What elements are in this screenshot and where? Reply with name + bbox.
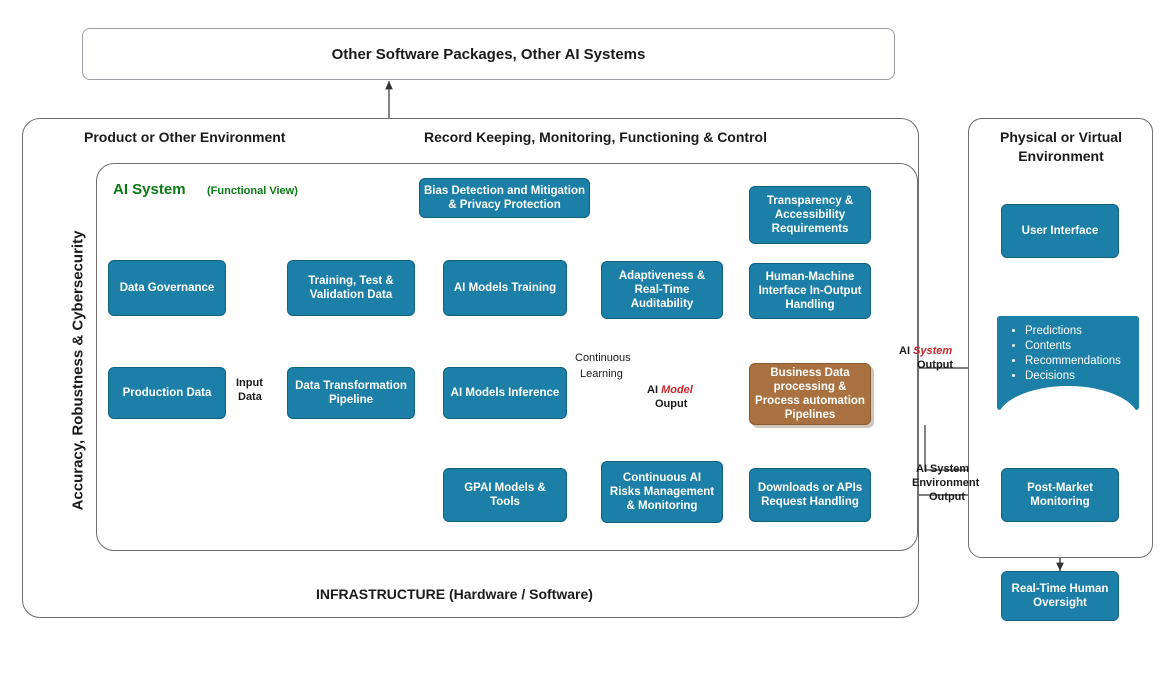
edge-label-input-data-line2: Data <box>238 391 262 403</box>
node-post-market-monitoring[interactable]: Post-Market Monitoring <box>1001 468 1119 522</box>
edge-label-ai-env-output-line2: Environment <box>912 477 980 489</box>
ai-system-subtitle: (Functional View) <box>207 185 298 197</box>
node-continuous-ai-risks-management[interactable]: Continuous AI Risks Management & Monitoring <box>601 461 723 523</box>
node-ai-models-inference[interactable]: AI Models Inference <box>443 367 567 419</box>
edge-label-ai-env-output-line3: Output <box>929 491 966 503</box>
edge-label-ai-system-output-line2: Output <box>917 359 954 371</box>
record-keeping-label: Record Keeping, Monitoring, Functioning & Control <box>424 129 767 145</box>
infrastructure-label: INFRASTRUCTURE (Hardware / Software) <box>316 586 593 602</box>
node-production-data[interactable]: Production Data <box>108 367 226 419</box>
node-user-interface[interactable]: User Interface <box>1001 204 1119 258</box>
node-transparency-accessibility[interactable]: Transparency & Accessibility Requirements <box>749 186 871 244</box>
physical-environment-label: Physical or Virtual Environment <box>1000 129 1122 164</box>
output-item: • Contents <box>1025 339 1133 354</box>
output-item: • Decisions <box>1025 369 1133 384</box>
node-data-governance[interactable]: Data Governance <box>108 260 226 316</box>
ai-outputs-list <box>1011 324 1133 384</box>
edge-label-input-data-line1: Input <box>236 377 263 389</box>
node-data-transformation-pipeline[interactable]: Data Transformation Pipeline <box>287 367 415 419</box>
node-real-time-human-oversight[interactable]: Real-Time Human Oversight <box>1001 571 1119 621</box>
other-software-packages-label: Other Software Packages, Other AI Systems <box>331 45 646 63</box>
edge-label-ai-env-output-line1: AI System <box>916 463 970 475</box>
node-training-test-validation-data[interactable]: Training, Test & Validation Data <box>287 260 415 316</box>
node-business-data-processing[interactable]: Business Data processing & Process automation Pipelines <box>749 363 871 425</box>
node-downloads-apis-request-handling[interactable]: Downloads or APIs Request Handling <box>749 468 871 522</box>
output-item: • Predictions <box>1025 324 1133 339</box>
product-environment-label: Product or Other Environment <box>84 129 286 145</box>
edge-label-continuous-line2: Learning <box>580 368 623 380</box>
edge-label-continuous-line1: Continuous <box>575 352 631 364</box>
edge-label-ai-model-output-line2: Ouput <box>655 398 688 410</box>
edge-label-ai-model-output: AI Model <box>647 384 693 396</box>
node-gpai-models-tools[interactable]: GPAI Models & Tools <box>443 468 567 522</box>
node-ai-models-training[interactable]: AI Models Training <box>443 260 567 316</box>
ai-system-title: AI System <box>113 181 186 198</box>
node-bias-detection-mitigation[interactable]: Bias Detection and Mitigation & Privacy Protection <box>419 178 590 218</box>
node-human-machine-interface[interactable]: Human-Machine Interface In-Output Handling <box>749 263 871 319</box>
output-item: • Recommendations <box>1025 354 1133 369</box>
edge-label-ai-system-output: AI System <box>899 345 953 357</box>
node-adaptiveness-auditability[interactable]: Adaptiveness & Real-Time Auditability <box>601 261 723 319</box>
accuracy-robustness-cybersecurity-label: Accuracy, Robustness & Cybersecurity <box>69 230 87 511</box>
other-software-packages-box <box>82 28 895 80</box>
